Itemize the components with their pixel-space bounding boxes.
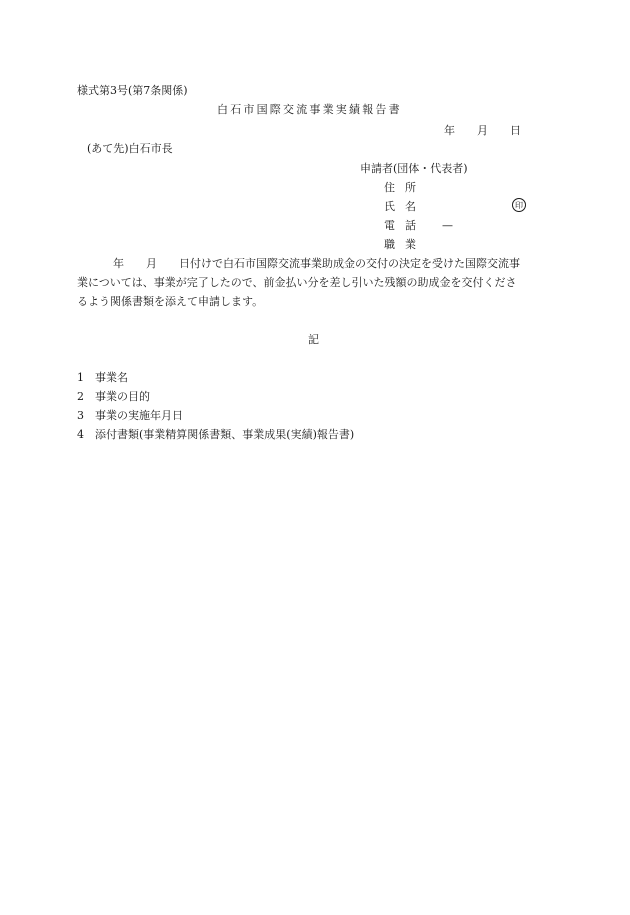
- body-line-3: るよう関係書類を添えて申請します。: [77, 295, 264, 308]
- date-month-label: 月: [477, 124, 488, 137]
- addressee: (あて先)白石市長: [87, 142, 173, 155]
- applicant-heading: 申請者(団体・代表者): [360, 162, 468, 175]
- item-number: 1: [77, 371, 84, 384]
- document-title: 白石市国際交流事業実績報告書: [217, 103, 402, 116]
- occupation-field-label: [384, 238, 416, 251]
- occupation-label-char-2: 業: [405, 238, 416, 251]
- address-label-char-2: 所: [405, 181, 416, 194]
- name-label-char-1: 氏: [384, 200, 395, 213]
- body-line-1: [77, 254, 555, 273]
- phone-label-char-1: 電: [384, 219, 395, 232]
- date-day-label: 日: [510, 124, 521, 137]
- name-label-char-2: 名: [405, 200, 416, 213]
- item-text: 事業の目的: [95, 390, 150, 403]
- body-month-label: 月: [146, 257, 157, 270]
- phone-field-label: [384, 219, 416, 232]
- address-label-char-1: 住: [384, 181, 395, 194]
- item-text: 事業の実施年月日: [95, 409, 183, 422]
- form-number: 様式第3号(第7条関係): [77, 84, 188, 97]
- list-item: [77, 406, 354, 425]
- item-number: 4: [77, 428, 84, 441]
- body-year-label: 年: [113, 257, 124, 270]
- item-number: 2: [77, 390, 84, 403]
- date-line: [444, 124, 521, 137]
- ki-heading: 記: [308, 333, 319, 346]
- date-year-label: 年: [444, 124, 455, 137]
- item-number: 3: [77, 409, 84, 422]
- list-item: [77, 368, 354, 387]
- name-field-label: [384, 200, 416, 213]
- list-item: [77, 425, 354, 444]
- occupation-label-char-1: 職: [384, 238, 395, 251]
- body-line-2: 業については、事業が完了したので、前金払い分を差し引いた残額の助成金を交付くださ: [77, 276, 517, 289]
- list-item: [77, 387, 354, 406]
- phone-label-char-2: 話: [405, 219, 416, 232]
- request-body-text: [77, 254, 555, 311]
- body-line-1-text: 日付けで白石市国際交流事業助成金の交付の決定を受けた国際交流事: [179, 257, 520, 270]
- item-text: 添付書類(事業精算関係書類、事業成果(実績)報告書): [95, 428, 355, 441]
- phone-dash: —: [442, 219, 453, 232]
- address-field-label: [384, 181, 416, 194]
- seal-mark: 印: [512, 198, 526, 212]
- item-list: [77, 368, 354, 444]
- item-text: 事業名: [95, 371, 128, 384]
